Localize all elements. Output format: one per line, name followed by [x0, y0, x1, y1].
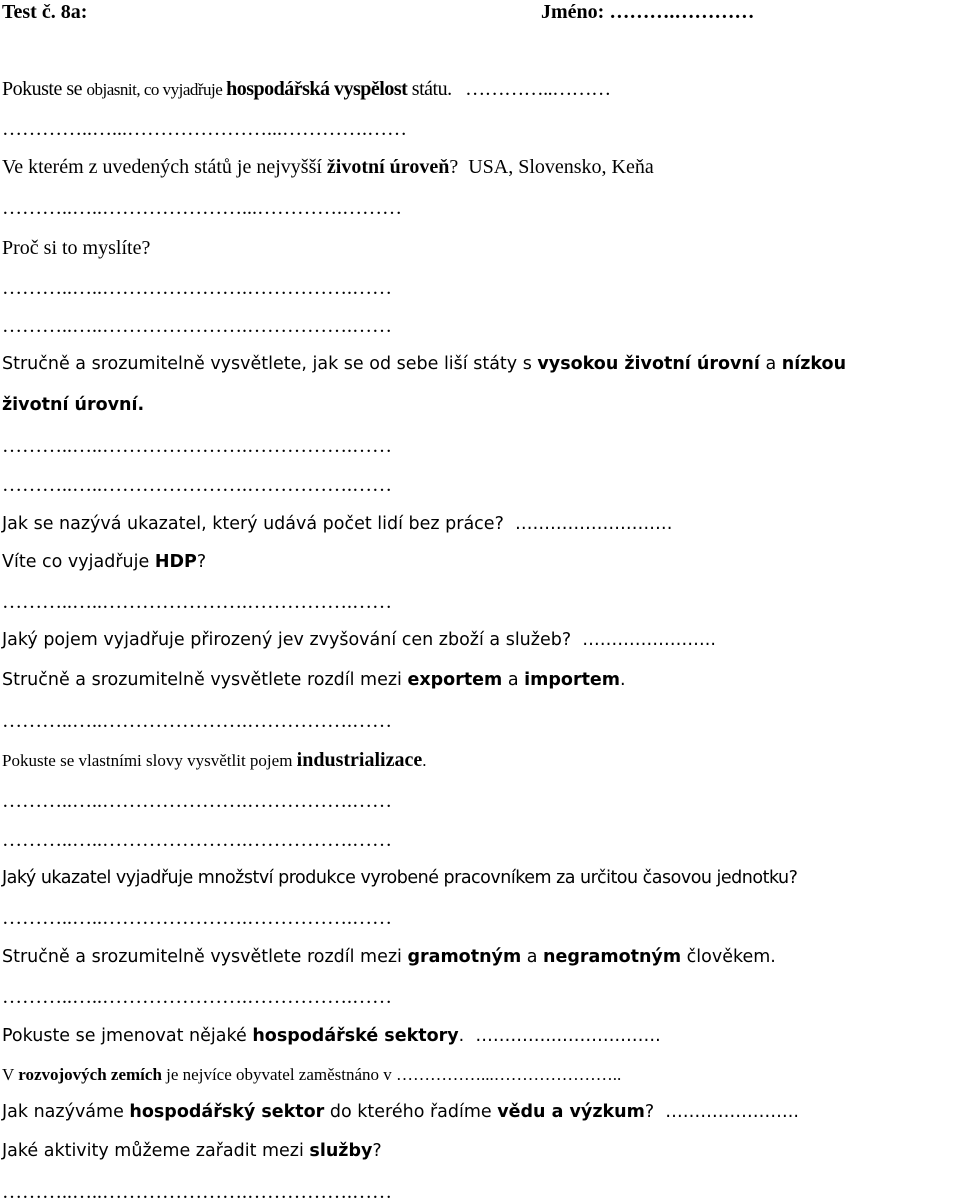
- question-economic-sectors: Pokuste se jmenovat nějaké hospodářské sektory. …………...……….…….: [2, 1026, 661, 1046]
- test-label: Test č. 8a:: [2, 1, 88, 23]
- answer-line: ………..…..………………….…………….……: [2, 829, 392, 851]
- answer-line: ………..…..…………………...………….………: [2, 197, 402, 219]
- answer-line: ………..…..………………….…………….……: [2, 986, 392, 1008]
- question-export-import: Stručně a srozumitelně vysvětlete rozdíl mezi exportem a importem.: [2, 670, 626, 690]
- answer-line: ………..…..………………….…………….……: [2, 315, 392, 337]
- name-field-label: Jméno: ……….…………: [541, 1, 755, 23]
- question-developing-countries: V rozvojových zemích je nejvíce obyvatel zaměstnáno v ……………...…………………..: [2, 1065, 622, 1084]
- answer-line: ………..…..………………….…………….……: [2, 277, 392, 299]
- question-high-low-living-standard: Stručně a srozumitelně vysvětlete, jak se od sebe liší státy s vysokou životní úrovní a nízkou: [2, 354, 847, 374]
- question-productivity: Jaký ukazatel vyjadřuje množství produkce vyrobené pracovníkem za určitou časovou jednotku?: [2, 868, 798, 888]
- answer-line: ………..…..………………….…………….……: [2, 435, 392, 457]
- question-economic-maturity: Pokuste se objasnit, co vyjadřuje hospodářská vyspělost státu. …………..………: [2, 78, 611, 100]
- question-living-standard: Ve kterém z uvedených států je nejvyšší životní úroveň? USA, Slovensko, Keňa: [2, 156, 654, 178]
- question-unemployment: Jak se nazývá ukazatel, který udává počet lidí bez práce? ………………………: [2, 514, 673, 534]
- question-inflation: Jaký pojem vyjadřuje přirozený jev zvyšování cen zboží a služeb? …………………..: [2, 630, 716, 650]
- answer-line: ………..…..………………….…………….……: [2, 790, 392, 812]
- question-services: Jaké aktivity můžeme zařadit mezi služby?: [2, 1141, 382, 1161]
- answer-line: ………..…..………………….…………….……: [2, 474, 392, 496]
- answer-line: …………..…...…………………...………….……: [2, 118, 407, 140]
- answer-line: ………..…..………………….…………….……: [2, 591, 392, 613]
- question-why: Proč si to myslíte?: [2, 237, 151, 259]
- answer-line: ………..…..………………….…………….……: [2, 1181, 392, 1203]
- question-science-sector: Jak nazýváme hospodářský sektor do kterého řadíme vědu a výzkum? …………………..: [2, 1102, 799, 1122]
- question-literacy: Stručně a srozumitelně vysvětlete rozdíl mezi gramotným a negramotným člověkem.: [2, 947, 776, 967]
- question-industrialization: Pokuste se vlastními slovy vysvětlit pojem industrializace.: [2, 749, 427, 771]
- question-gdp: Víte co vyjadřuje HDP?: [2, 552, 207, 572]
- answer-line: ………..…..………………….…………….……: [2, 710, 392, 732]
- question-high-low-living-standard-cont: životní úrovní.: [2, 395, 145, 415]
- answer-line: ………..…..………………….…………….……: [2, 907, 392, 929]
